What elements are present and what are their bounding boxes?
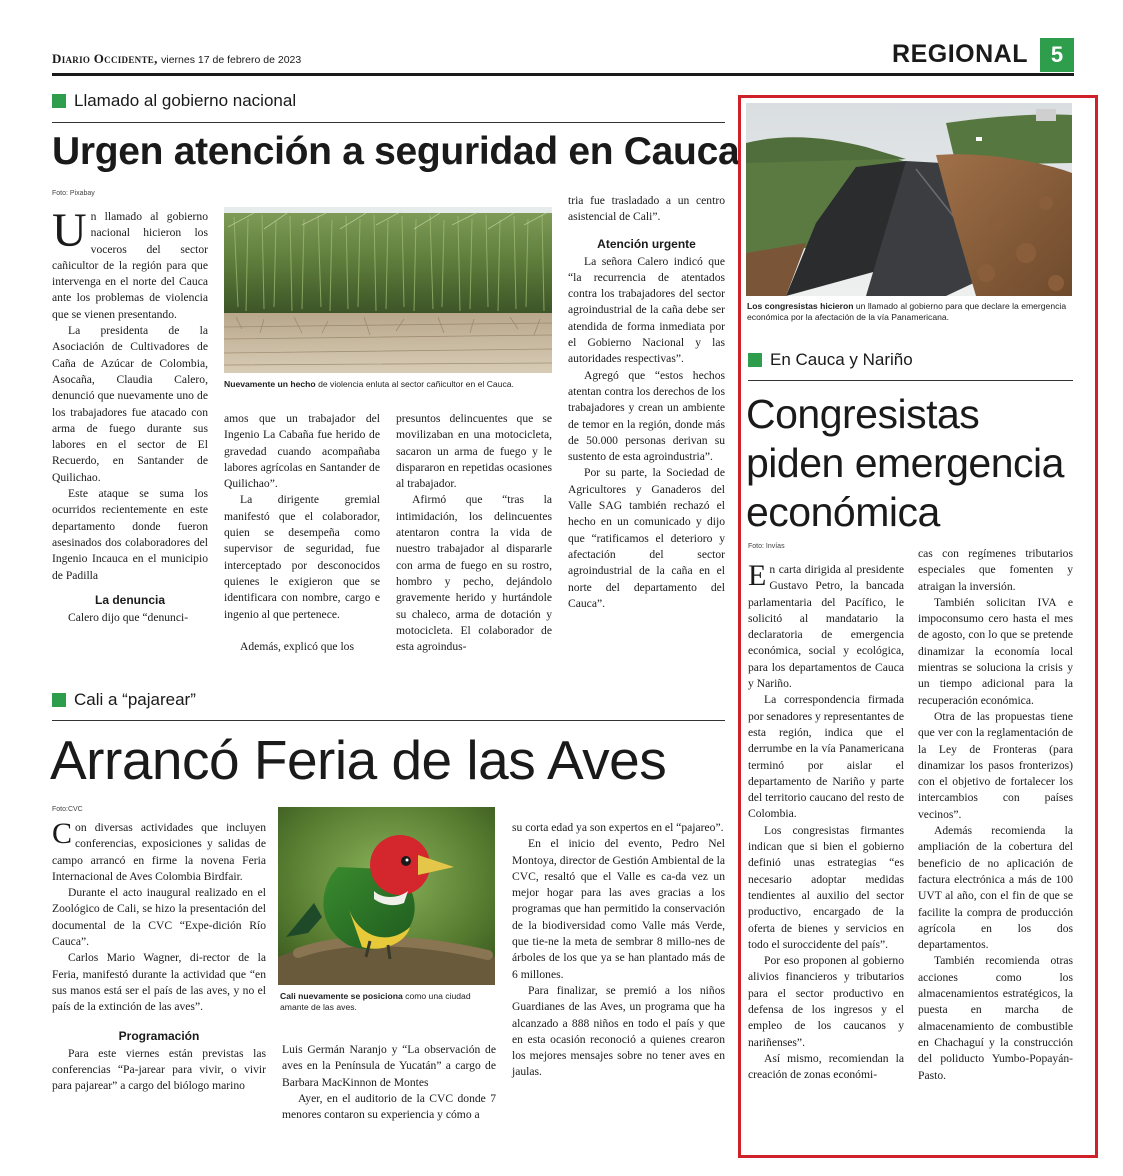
panamericana-road-photo [746, 103, 1072, 296]
article1-col4-p4: Por su parte, la Sociedad de Agricultores y Ganaderos del Valle SAG también rechazó el hecho en un comunicado y dijo que “ratificamos el deterioro y afectación del sector agroindustrial de la caña en el norte del departamento del Cauca”. [568, 466, 725, 610]
article3-col1-p5: Así mismo, recomiendan la creación de zonas económi- [748, 1051, 904, 1082]
article1-col4-p1: tria fue trasladado a un centro asistencial de Cali”. [568, 194, 725, 224]
article1-col2-p3: Además, explicó que los [240, 639, 354, 653]
article3-col1-p4: Por eso proponen al gobierno alivios financieros y tributarios para el sector productivo en defensa de los ingresos y el empleo de los caucanos y nariñenses”. [748, 954, 904, 1049]
article2-col1-p1: on diversas actividades que incluyen conferencias, exposiciones y salidas de campo arrancó en firme la novena Feria Internacional de Aves Colombia Birdfair. [52, 821, 266, 883]
article2-photo-caption [280, 991, 495, 1013]
masthead [52, 51, 301, 67]
article1-photo-caption [224, 379, 554, 390]
newspaper-name: Diario Occidente, [52, 51, 158, 66]
page-number: 5 [1040, 38, 1074, 72]
article2-rule [52, 720, 725, 721]
article2-col1-p4: Para este viernes están previstas las conferencias “Pa-jarear para vivir, o vivir para pajarear” a cargo del biólogo marino [52, 1046, 266, 1093]
article3-column-2 [918, 546, 1073, 1084]
header-rule [52, 73, 1074, 76]
article3-photo-caption [747, 301, 1073, 323]
article1-kicker-text: Llamado al gobierno nacional [74, 91, 297, 110]
sugarcane-field-photo [224, 207, 552, 373]
article2-column-2 [282, 1042, 496, 1123]
green-square-icon [52, 693, 66, 707]
article2-kicker [52, 690, 196, 710]
article1-col1-p1: n llamado al gobierno nacional hicieron los voceros del sector cañicultor de la región para que intervenga en el norte del Cauca ante los problemas de violencia que se vienen presentando. [52, 210, 208, 321]
article2-col2-p2: Ayer, en el auditorio de la CVC donde 7 menores contaron su experiencia y cómo a [282, 1091, 496, 1122]
article1-col1-p3: Este ataque se suma los ocurridos recientemente en este departamento donde fueron asesinados dos colaboradores del Ingenio Incauca en el municipio de Padilla [52, 487, 208, 582]
article2-column-1 [52, 817, 266, 1094]
article2-col2-p1: Luis Germán Naranjo y “La observación de aves en la Península de Yucatán” a cargo de Barbara MacKinnon de Montes [282, 1043, 496, 1089]
article2-col1-p2: Durante el acto inaugural realizado en el Zoológico de Cali, se hizo la presentación del documental de la CVC “Expe-dición Río Cauca”. [52, 886, 266, 949]
article3-col1-p1: n carta dirigida al presidente Gustavo Petro, la bancada parlamentaria del Pacífico, le solicitó al mandatario la declaratoria de emergencia económica, social y ecológica, para los departamentos de Cauca y Nariño. [748, 563, 904, 691]
article3-headline [746, 390, 1064, 537]
article1-caption-bold: Nuevamente un hecho [224, 379, 316, 389]
article3-col2-p2: También solicitan IVA e impoconsumo cero hasta el mes de agosto, con lo que se pretende dinamizar la economía local mientras se soluciona la crisis y un tiempo adicional para la recuperación económica. [918, 595, 1073, 707]
article3-col2-p5: También recomienda otras acciones como los almacenamientos estratégicos, la puesta en marcha de almacenamiento de combustible en Chachaguí y la construcción del poliducto Yumbo-Popayán-Pasto. [918, 954, 1073, 1082]
article1-rule [52, 122, 725, 123]
article1-subhead-denuncia: La denuncia [94, 592, 165, 607]
article2-dropcap: C [52, 817, 73, 850]
article2-caption-text: como una ciudad amante de las aves. [280, 991, 471, 1012]
article1-col4-p2: La señora Calero indicó que “la recurrencia de atentados contra los trabajadores del sector agroindustrial de la caña debe ser atendida de forma inmediata por el Gobierno Nacional y las autoridades respectivas”. [568, 254, 725, 366]
article1-kicker [52, 91, 296, 111]
article3-col1-p3: Los congresistas firmantes indican que si bien el gobierno definió unas estrategias “es necesario adoptar medidas tendientes al auxilio del sector productivo, encargado de la oferta de bienes y servicios en todo el suroccidente del país”. [748, 823, 904, 951]
article2-photo-credit: Foto:CVC [52, 806, 83, 813]
article1-col2-p2: La dirigente gremial manifestó que el colaborador, quien se desempeña como supervisor de seguridad, fue interceptado por desconocidos quienes le exigieron que se identificara con nombre, cargo e ingenio al que pertenece. [224, 493, 380, 621]
article1-col1-p2: La presidenta de la Asociación de Cultivadores de Caña de Azúcar de Colombia, Asocaña, Claudia Calero, denunció que nuevamente uno de los trabajadores fue atacado con arma de fuego durante sus labores en el sector de El Recuerdo, en Santander de Quilichao. [52, 324, 208, 484]
article3-kicker [748, 350, 913, 370]
article2-kicker-text: Cali a “pajarear” [74, 690, 196, 709]
article2-subhead-programacion: Programación [118, 1028, 200, 1043]
green-square-icon [748, 353, 762, 367]
article3-col1-p2: La correspondencia firmada por senadores y representantes de esta región, indica que el derrumbe en la vía Panamericana terminó por aislar el departamento de Nariño y parte del territorio caucano del resto de Colombia. [748, 693, 904, 821]
article3-headline-line-1: Congresistas [746, 391, 980, 437]
issue-date: viernes 17 de febrero de 2023 [161, 54, 302, 66]
article2-col3-p3: Para finalizar, se premió a los niños Guardianes de las Aves, un programa que ha alcanzado a 888 niños en todo el país y que en esta ocasión reconoció a quienes crearon los mejores mensajes sobre no tener aves en jaulas. [512, 983, 725, 1079]
article1-col2-p1: amos que un trabajador del Ingenio La Cabaña fue herido de gravedad cuando acompañaba labores agrícolas en Santander de Quilichao”. [224, 412, 380, 491]
green-square-icon [52, 94, 66, 108]
red-headed-bird-photo [278, 807, 495, 985]
article2-column-3 [512, 820, 725, 1081]
article1-column-2 [224, 411, 380, 655]
article3-rule [748, 380, 1073, 381]
article2-caption-bold: Cali nuevamente se posiciona [280, 991, 403, 1001]
article1-col1-p4: Calero dijo que “denunci- [68, 610, 189, 624]
section-label: REGIONAL [892, 40, 1028, 68]
article3-col2-p1: cas con regímenes tributarios especiales que fomenten y atraigan la inversión. [918, 547, 1073, 593]
article3-headline-line-3: económica [746, 489, 940, 535]
article1-subhead-atencion: Atención urgente [597, 236, 696, 251]
article3-dropcap: E [748, 559, 767, 592]
article1-column-4 [568, 193, 725, 612]
article2-headline: Arrancó Feria de las Aves [50, 729, 667, 791]
article3-caption-bold: Los congresistas hicieron [747, 301, 854, 311]
article3-kicker-text: En Cauca y Nariño [770, 350, 913, 369]
article1-photo-credit: Foto: Pixabay [52, 190, 95, 197]
article3-headline-line-2: piden emergencia [746, 440, 1064, 486]
article3-col2-p4: Además recomienda la ampliación de la cobertura del beneficio de no aplicación de factura electrónica a más de 100 UVT al año, con el fin de que se facilite la compra de producción agrícola en los dos departamentos. [918, 824, 1073, 952]
article3-photo-credit: Foto: Invías [748, 543, 785, 550]
article3-column-1 [748, 559, 904, 1084]
article2-col3-p1: su corta edad ya son expertos en el “pajareo”. [512, 821, 724, 834]
article1-column-3 [396, 411, 552, 655]
article1-dropcap: U [52, 204, 87, 257]
article3-col2-p3: Otra de las propuestas tiene que ver con la reglamentación de la Ley de Fronteras (para dinamizar los pasos fronterizos) con el objetivo de fortalecer los intercambios con países vecinos”. [918, 709, 1073, 821]
article1-caption-text: de violencia enluta al sector cañicultor en el Cauca. [318, 379, 514, 389]
article3-caption-text: un llamado al gobierno para que declare la emergencia económica por la afectación de la vía Panamericana. [747, 301, 1067, 322]
article2-col1-p3: Carlos Mario Wagner, di-rector de la Feria, manifestó durante la actividad que “en sus manos está ser el país de las aves, y no el país de la extinción de las aves”. [52, 951, 266, 1014]
article1-col3-p2: Afirmó que “tras la intimidación, los delincuentes atentaron contra la vida de nuestro trabajador al dispararle con arma de fuego en su rostro, hombro y pecho, dejándolo gravemente herido y hurtándole su chaleco, arma de dotación y motocicleta. El colaborador de esta agroindus- [396, 493, 552, 654]
article1-col3-p1: presuntos delincuentes que se movilizaban en una motocicleta, sacaron un arma de fuego y le dispararon en repetidas ocasiones al trabajador. [396, 412, 552, 491]
article2-col3-p2: En el inicio del evento, Pedro Nel Montoya, director de Gestión Ambiental de la CVC, resaltó que el Valle es ca-da vez un mejor hogar para las aves gracias a los programas que han permitido la conservación de la biodiversidad como Valle más Verde, que tie-ne la meta de sembrar 8 millo-nes de árboles de los que ya se han plantado más de 6 millones. [512, 837, 725, 981]
article1-headline: Urgen atención a seguridad en Cauca [52, 130, 740, 173]
article1-column-1 [52, 204, 208, 626]
article1-col4-p3: Agregó que “estos hechos atentan contra los derechos de los trabajadores y crean un ambiente de temor en la región, donde más de 50.000 personas derivan su sustento de esta agroindustria”. [568, 368, 725, 464]
